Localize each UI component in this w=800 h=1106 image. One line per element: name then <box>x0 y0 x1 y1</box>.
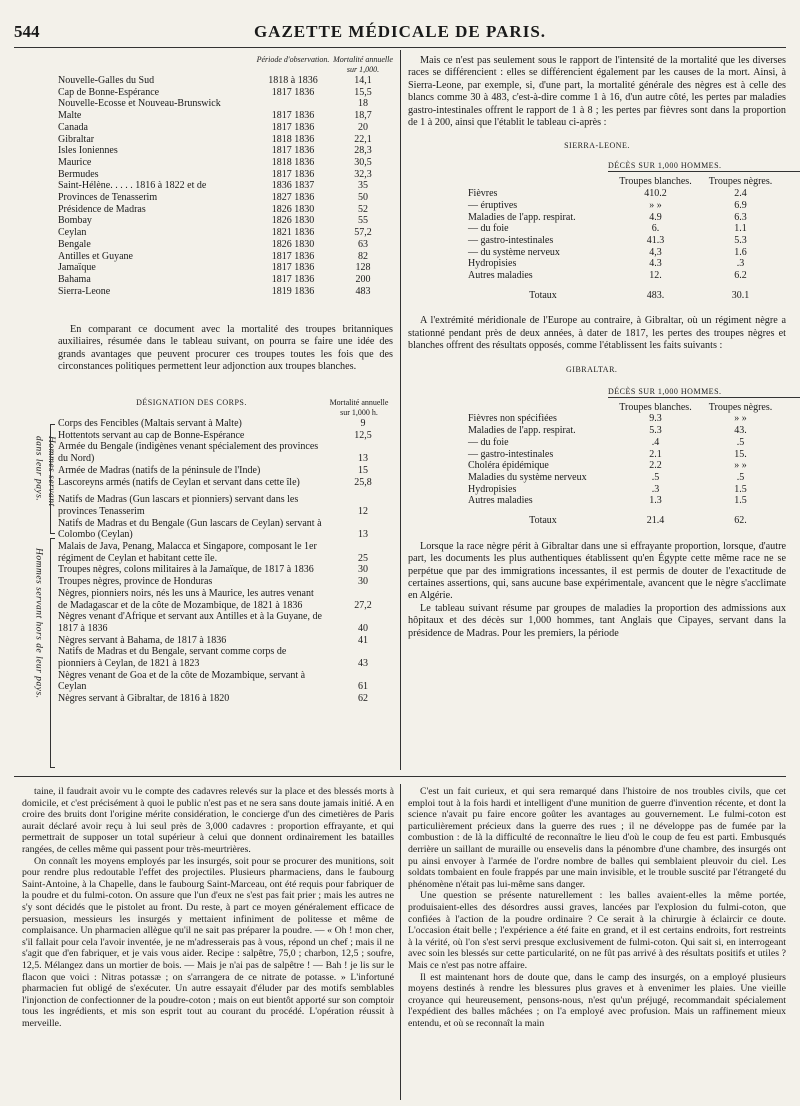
row-value: 32,3 <box>354 168 372 180</box>
row-value: 35 <box>358 180 368 192</box>
row-period: 1817 1836 <box>271 145 315 157</box>
row-value: 82 <box>358 250 368 262</box>
col-blanches: Troupes blanches. <box>619 401 692 413</box>
row-value: 12 <box>358 505 368 517</box>
row-label: Fièvres <box>468 188 498 200</box>
row-period: 1817 1836 <box>271 262 315 274</box>
row-label: Cap de Bonne-Espérance <box>58 86 160 98</box>
row-label: Natifs de Madras et du Bengale, servant comme corps de pionniers à Ceylan, de 1821 à 1823 <box>58 646 287 670</box>
row-label: Provinces de Tenasserim <box>58 192 158 204</box>
row-label: Natifs de Madras et du Bengale (Gun lascars de Ceylan) servant à Colombo (Ceylan) <box>58 517 322 541</box>
row-blanches: » » <box>649 199 662 211</box>
row-label: Nègres venant de Goa et de la côte de Mozambique, servant à Ceylan <box>58 669 306 693</box>
row-period: 1826 1830 <box>271 203 315 215</box>
table-row <box>58 192 393 204</box>
table-row <box>468 188 788 200</box>
paragraph: Le tableau suivant résume par groupes de maladies la proportion des admissions aux hôpitaux et des décès sur 1,000 hommes, tant Anglais que Cipayes, servant dans la présidence de Madras. Pour les premiers, la période <box>408 602 786 639</box>
table-row <box>58 239 393 251</box>
table-row <box>58 134 393 146</box>
row-negres: 2.4 <box>734 188 747 200</box>
table-row <box>58 576 393 588</box>
row-negres: 1.5 <box>734 483 747 495</box>
row-value: 62 <box>358 693 368 705</box>
gibraltar-subtitle: DÉCÈS SUR 1,000 HOMMES. <box>608 387 800 398</box>
table-row <box>58 180 393 192</box>
bottom-left-column <box>22 786 394 1029</box>
table-row <box>58 430 393 442</box>
row-label: Corps des Fencibles (Maltais servant à Malte) <box>58 418 242 429</box>
row-label: Malte <box>58 110 82 122</box>
row-label: Bahama <box>58 273 91 285</box>
row-period: 1819 1836 <box>271 285 315 297</box>
row-label: — du foie <box>468 223 509 235</box>
row-blanches: 5.3 <box>649 425 662 437</box>
auxiliary-troops-table <box>30 398 393 705</box>
row-value: 41 <box>358 634 368 646</box>
row-label: Armée du Bengale (indigènes venant spécialement des provinces du Nord) <box>58 441 319 465</box>
row-negres: 6.3 <box>734 211 747 223</box>
row-label: Antilles et Guyane <box>58 250 133 262</box>
row-value: 128 <box>355 262 371 274</box>
row-label: — gastro-intestinales <box>468 234 554 246</box>
row-period: 1826 1830 <box>271 215 315 227</box>
row-label: Nègres, pionniers noirs, nés les uns à Maurice, les autres venant de Madagascar et de la côte de Mozambique, de 1821 à 1836 <box>58 587 314 611</box>
col-negres: Troupes nègres. <box>708 176 773 188</box>
row-period: 1818 1836 <box>271 133 315 145</box>
total-negres: 62. <box>734 515 747 527</box>
row-label: Troupes nègres, province de Honduras <box>58 576 213 588</box>
page-number: 544 <box>14 22 40 41</box>
table-row <box>58 262 393 274</box>
row-label: Nouvelle-Galles du Sud <box>58 75 155 86</box>
row-negres: 1.5 <box>734 495 747 507</box>
table-row <box>58 122 393 134</box>
row-label: Choléra épidémique <box>468 460 549 472</box>
paragraph: Mais ce n'est pas seulement sous le rapport de l'intensité de la mortalité que les diverses races se différencient : elles se différencient également par les causes de la mort. Ainsi, à Sierra-Leone, par exemple, si, d'une part, la mortalité générale des nègres est à celle des blancs comme 30 à 483, c'est-à-dire comme 1 à 16, d'un autre côté, les pertes par maladies gastro-intestinales offrent le rapport de 1 à 8 ; les pertes par fièvres sont dans la proportion de 1 à 200, ainsi que l'établit le tableau ci-après : <box>408 55 786 129</box>
row-negres: » » <box>734 413 747 425</box>
row-value: 27,2 <box>354 599 372 611</box>
table-row <box>468 472 788 484</box>
row-negres: 1.6 <box>734 246 747 258</box>
row-value: 30,5 <box>354 156 372 168</box>
table-row <box>468 247 788 259</box>
col-negres: Troupes nègres. <box>708 401 773 413</box>
row-value: 63 <box>358 238 368 250</box>
table-row <box>58 611 393 634</box>
row-value: 30 <box>358 576 368 588</box>
journal-title: GAZETTE MÉDICALE DE PARIS. <box>253 22 547 41</box>
row-label: Sierra-Leone <box>58 285 111 297</box>
table-row <box>58 693 393 705</box>
row-negres: 43. <box>734 425 747 437</box>
row-blanches: 9.3 <box>649 413 662 425</box>
row-blanches: 1.3 <box>649 495 662 507</box>
row-label: Maurice <box>58 156 92 168</box>
row-label: Canada <box>58 121 88 133</box>
table-row <box>58 75 393 87</box>
row-value: 200 <box>355 273 371 285</box>
row-value: 25,8 <box>354 476 372 488</box>
row-label: Hydropisies <box>468 258 517 270</box>
row-label: — éruptives <box>468 199 518 211</box>
bottom-right-column <box>408 786 786 1029</box>
row-label: Bombay <box>58 215 92 227</box>
table-row <box>58 251 393 263</box>
sierra-subtitle: DÉCÈS SUR 1,000 HOMMES. <box>608 161 800 172</box>
row-label: Isles Ioniennes <box>58 145 118 157</box>
row-label: Troupes nègres, colons militaires à la Jamaïque, de 1817 à 1836 <box>58 564 314 576</box>
row-period <box>253 98 333 110</box>
row-value: 28,3 <box>354 145 372 157</box>
table-row <box>58 286 393 298</box>
left-top-column <box>58 55 393 297</box>
row-negres: 5.3 <box>734 234 747 246</box>
row-period: 1827 1836 <box>271 192 315 204</box>
row-label: Malais de Java, Penang, Malacca et Singapore, composant le 1er régiment de Ceylan et habitant cette île. <box>58 541 317 564</box>
row-negres: .3 <box>736 258 745 270</box>
row-negres: 1.1 <box>734 223 747 235</box>
row-period: 1821 1836 <box>271 227 315 239</box>
table-row <box>58 204 393 216</box>
row-value: 40 <box>358 622 368 634</box>
row-negres: » » <box>734 460 747 472</box>
table-row <box>58 465 393 477</box>
sierra-title: SIERRA-LEONE. <box>564 141 630 151</box>
row-label: — du système nerveux <box>468 246 560 258</box>
row-blanches: 41.3 <box>646 234 665 246</box>
row-blanches: .3 <box>651 483 660 495</box>
row-negres: 15. <box>734 448 747 460</box>
row-blanches: 4,3 <box>649 246 662 258</box>
row-label: Hydropisies <box>468 483 517 495</box>
section-rule <box>14 776 786 777</box>
header-rule <box>14 47 786 48</box>
table-row <box>58 518 393 541</box>
total-blanches: 483. <box>646 289 665 301</box>
table-row <box>468 200 788 212</box>
table-row <box>468 437 788 449</box>
row-label: Ceylan <box>58 227 87 239</box>
row-value: 9 <box>360 418 366 429</box>
row-value: 13 <box>358 529 368 541</box>
mortality-table <box>58 55 393 297</box>
row-blanches: .4 <box>651 436 660 448</box>
row-period: 1818 à 1836 <box>268 75 318 86</box>
col-blanches: Troupes blanches. <box>619 176 692 188</box>
table-row <box>58 157 393 169</box>
paragraph: Une question se présente naturellement : les balles avaient-elles la même portée, produisaient-elles des désordres aussi graves, lancées par l'explosion du fulmi-coton, que confiées à l'action de la poudre ordinaire ? Ce serait à la chirurgie à éclaircir ce doute. L'occasion était belle ; l'expérience a été faite en grand, et il est certains endroits, fort restreints à la vérité, où l'on s'est servi presque exclusivement de fulmi-coton. Qui sait si, en interrogeant avec soin les blessés sur cette particularité, on ne fût pas arrivé à des résultats positifs et utiles ? Mais ce n'est pas notre affaire. <box>408 890 786 971</box>
right-top-column <box>408 55 786 640</box>
table-row <box>468 460 788 472</box>
table-row <box>58 87 393 99</box>
table-row <box>58 441 393 464</box>
table-row <box>468 484 788 496</box>
row-value: 25 <box>358 552 368 564</box>
total-label: Totaux <box>529 289 557 301</box>
row-label: Gibraltar <box>58 133 95 145</box>
label-abroad: Hommes servant hors de leur pays. <box>33 548 44 699</box>
row-blanches: 2.2 <box>649 460 662 472</box>
column-divider-bottom <box>400 784 401 1100</box>
row-value: 18,7 <box>354 110 372 122</box>
header-period: Période d'observation. <box>256 55 330 64</box>
row-label: Maladies du système nerveux <box>468 471 587 483</box>
row-value: 55 <box>358 215 368 227</box>
row-label: Fièvres non spécifiées <box>468 413 557 425</box>
row-value: 30 <box>358 564 368 576</box>
row-label: Autres maladies <box>468 495 533 507</box>
row-negres: 6.9 <box>734 199 747 211</box>
table-row <box>58 477 393 489</box>
row-value: 57,2 <box>354 227 372 239</box>
row-period: 1817 1836 <box>271 121 315 133</box>
table-row <box>58 274 393 286</box>
table-row <box>58 646 393 669</box>
table-row <box>58 98 393 110</box>
table-row <box>58 494 393 517</box>
row-label: Jamaïque <box>58 262 96 274</box>
paragraph: C'est un fait curieux, et qui sera remarqué dans l'histoire de nos troubles civils, que cet emploi tout à la fois hardi et intelligent d'une munition de guerre d'invention récente, et dont la science n'avait pu faire encore goûter les avantages au gouvernement. Le fulmi-coton est particulièrement précieux dans la guerre des rues ; il ne développe pas de fumée par la combustion : de là la difficulté de reconnaître le lieu d'où le coup de feu est parti. Embusqués derrière un saillant de muraille ou ensevelis dans la pénombre d'une chambre, des insurgés ont pu ainsi envoyer à l'armée de l'ordre nombre de balles qui semblaient pleuvoir du ciel. Les soldats tombaient en foule frappés par une main invisible, et le trouble suscité par l'étrangeté du phénomène n'était pas lui-même sans danger. <box>408 786 786 890</box>
page-header <box>14 22 786 44</box>
paragraph: On connaît les moyens employés par les insurgés, soit pour se procurer des munitions, soit pour rendre plus redoutable l'effet des projectiles. Plusieurs pharmaciens, dans le faubourg Saint-Antoine, à la Chapelle, dans le faubourg Saint-Marceau, ont été requis pour fabriquer de la poudre et du fulmi-coton. On assure que l'un d'eux ne s'est pas fait prier ; mais les autres ne s'y sont décidés que le pistolet au front. Du reste, à part ce moyen généralement efficace de persuasion, messieurs les insurgés y mettaient infiniment de politesse et même de complaisance. Un pharmacien allègue qu'il ne sait pas préparer la poudre. — « Oh ! mon cher, s'il fallait pour cela l'avoir inventée, je ne m'adresserais pas à vous, répond un chef ; mais il ne s'agit que d'en fabriquer, et je vais vous aider. Recipe : salpêtre, 75,0 ; charbon, 12,5 ; soufre, 12,5. Mélangez dans un mortier de bois. — Mais je n'ai pas de salpêtre ! — Bah ! je lis sur le flacon que voici : Nitras potassæ ; on s'arrangera de ce nitrate de potasse. » L'infortuné pharmacien fut obligé de s'exécuter. Un autre essayait d'éluder par des motifs semblables l'injonction de confectionner de la poudre-coton ; mais on eut bientôt apporté sur son comptoir tous les ingrédients, et mis son esprit tout au courant du procédé. L'opération réussit à merveille. <box>22 855 394 1029</box>
table-row <box>58 110 393 122</box>
gibraltar-title: GIBRALTAR. <box>566 364 618 374</box>
row-label: Nègres venant d'Afrique et servant aux Antilles et à la Guyane, de 1817 à 1836 <box>58 611 322 634</box>
row-label: Natifs de Madras (Gun lascars et pionniers) servant dans les provinces Tenasserim <box>58 494 299 517</box>
table-row <box>468 212 788 224</box>
row-period: 1818 1836 <box>271 156 315 168</box>
total-negres: 30.1 <box>731 289 750 301</box>
header-mortality: Mortalité annuelle sur 1,000. <box>333 55 393 74</box>
row-period: 1836 1837 <box>271 180 315 192</box>
row-negres: .5 <box>736 471 745 483</box>
row-value: 43 <box>358 658 368 670</box>
table-row <box>468 270 788 282</box>
table-row <box>468 449 788 461</box>
row-negres: .5 <box>736 436 745 448</box>
row-period: 1817 1836 <box>271 168 315 180</box>
total-blanches: 21.4 <box>646 515 665 527</box>
row-label: Saint-Hélène. . . . . 1816 à 1822 et de <box>58 180 207 192</box>
gibraltar-table <box>468 402 788 527</box>
row-label: Nègres servant à Gibraltar, de 1816 à 1820 <box>58 693 230 705</box>
table-row <box>468 258 788 270</box>
row-value: 483 <box>355 285 371 297</box>
table-row <box>468 413 788 425</box>
row-negres: 6.2 <box>734 270 747 282</box>
table-row <box>58 588 393 611</box>
table-row <box>58 541 393 564</box>
table-row <box>58 145 393 157</box>
row-label: Armée de Madras (natifs de la péninsule de l'Inde) <box>58 464 261 476</box>
row-label: Nouvelle-Ecosse et Nouveau-Brunswick <box>58 98 221 110</box>
paragraph: Lorsque la race nègre périt à Gibraltar dans une si effrayante proportion, lorsque, d'autre part, les documents les plus authentiques établissent qu'en Égypte cette même race ne se perpétue que par des immigrations incessantes, il est permis de douter de l'exactitude de certaines assertions, qui, sans aucune base expérimentale, avancent que le nègre s'acclimate en Algérie. <box>408 540 786 602</box>
table-row <box>468 235 788 247</box>
table-row <box>58 670 393 693</box>
table-row <box>58 215 393 227</box>
table-row <box>58 564 393 576</box>
row-label: Lascoreyns armés (natifs de Ceylan et servant dans cette île) <box>58 476 300 488</box>
row-label: Présidence de Madras <box>58 203 146 215</box>
row-blanches: 12. <box>649 270 662 282</box>
row-label: Bermudes <box>58 168 99 180</box>
table-row <box>58 418 393 430</box>
bracket-home <box>50 424 55 534</box>
row-label: Hottentots servant au cap de Bonne-Espérance <box>58 429 245 441</box>
total-label: Totaux <box>529 515 557 527</box>
table-row <box>468 425 788 437</box>
row-period: 1817 1836 <box>271 86 315 98</box>
paragraph: En comparant ce document avec la mortalité des troupes britanniques auxiliaires, résumée dans le tableau suivant, on pourra se faire une idée des grands avantages que peuvent procurer ces troupes toutes les fois que des circonstances politiques permettent leur adjonction aux troupes blanches. <box>58 324 393 373</box>
table-row <box>58 227 393 239</box>
label-home: Hommes servant dans leur pays. <box>33 436 56 507</box>
row-blanches: 410.2 <box>644 188 667 200</box>
row-period: 1826 1830 <box>271 238 315 250</box>
paragraph: A l'extrémité méridionale de l'Europe au contraire, à Gibraltar, où un régiment nègre a stationné pendant près de deux années, à dater de 1817, les pertes des troupes nègres et blanches offrent des résultats opposés, comme l'établissent les faits suivants : <box>408 315 786 352</box>
row-blanches: .5 <box>651 471 660 483</box>
bracket-abroad <box>50 538 55 768</box>
row-label: Nègres servant à Bahama, de 1817 à 1836 <box>58 634 227 646</box>
column-divider-top <box>400 50 401 770</box>
sierra-table <box>468 176 788 301</box>
row-value: 20 <box>358 121 368 133</box>
row-label: Bengale <box>58 238 91 250</box>
row-value: 15 <box>358 464 368 476</box>
row-label: Maladies de l'app. respirat. <box>468 425 576 437</box>
header-designation: DÉSIGNATION DES CORPS. <box>136 398 247 407</box>
row-value: 61 <box>358 681 368 693</box>
row-label: — du foie <box>468 436 509 448</box>
header-mortality-2: Mortalité annuelle sur 1,000 h. <box>329 398 389 417</box>
row-period: 1817 1836 <box>271 273 315 285</box>
row-label: — gastro-intestinales <box>468 448 554 460</box>
table-row <box>58 635 393 647</box>
row-value: 18 <box>358 98 368 110</box>
row-label: Autres maladies <box>468 270 533 282</box>
row-value: 14,1 <box>354 75 372 86</box>
row-label: Maladies de l'app. respirat. <box>468 211 576 223</box>
left-para1 <box>58 324 393 374</box>
row-value: 50 <box>358 192 368 204</box>
table-row <box>58 169 393 181</box>
row-value: 15,5 <box>354 86 372 98</box>
row-blanches: 4.3 <box>649 258 662 270</box>
table-row <box>468 223 788 235</box>
row-blanches: 6. <box>651 223 660 235</box>
row-period: 1817 1836 <box>271 250 315 262</box>
row-value: 13 <box>358 453 368 465</box>
row-blanches: 4.9 <box>649 211 662 223</box>
table-row <box>468 495 788 507</box>
row-value: 52 <box>358 203 368 215</box>
row-value: 12,5 <box>354 429 372 441</box>
row-blanches: 2.1 <box>649 448 662 460</box>
row-period: 1817 1836 <box>271 110 315 122</box>
paragraph: taine, il faudrait avoir vu le compte des cadavres relevés sur la place et des blessés morts à domicile, et c'est précisément à quoi le public n'est pas et ne sera sans doute jamais initié. A en croire des bruits dont l'origine mérite considération, le concierge d'un des cimetières de Paris aurait déclaré avoir reçu à lui seul près de 3,000 cadavres : proportion effrayante, et qui permettrait de supposer un total supérieur à celui que donnent ordinairement les batailles rangées, de celles même qui passent pour très-meurtrières. <box>22 786 394 855</box>
paragraph: Il est maintenant hors de doute que, dans le camp des insurgés, on a employé plusieurs moyens destinés à rendre les blessures plus graves et à envenimer les plaies. Une vieille croyance qui heureusement, pensons-nous, n'est qu'un préjugé, recommandait spécialement l'expédient des balles mâchées ; on l'a employé avec profusion. Mais un raffinement mieux entendu, et où se reconnaît la main <box>408 971 786 1029</box>
row-value: 22,1 <box>354 133 372 145</box>
